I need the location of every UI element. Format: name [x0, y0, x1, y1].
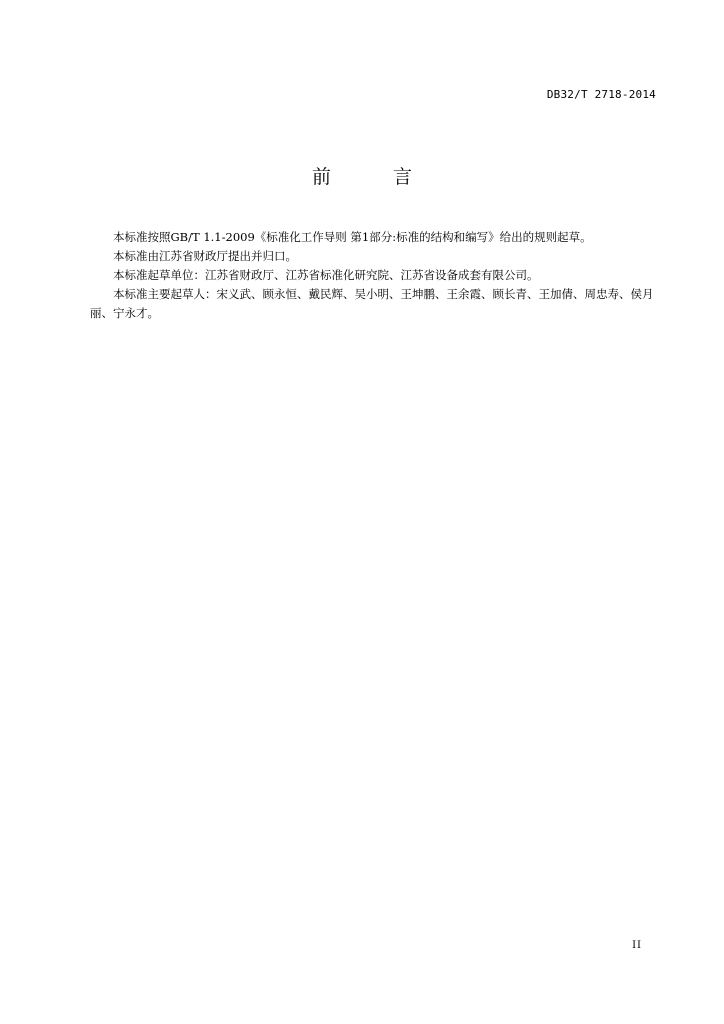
paragraph-drafting-rules: 本标准按照GB/T 1.1-2009《标准化工作导则 第1部分:标准的结构和编写》给出的规则起草。	[113, 230, 592, 244]
foreword-body	[90, 228, 658, 323]
paragraph-proposer: 本标准由江苏省财政厅提出并归口。	[113, 249, 297, 263]
page-title: 前 言	[311, 166, 441, 188]
paragraph-drafters: 本标准主要起草人：宋义武、顾永恒、戴民辉、吴小明、王坤鹏、王余霞、顾长青、王加倩、周忠寿、侯月丽、宁永才。	[90, 287, 654, 320]
page-number: II	[632, 940, 642, 951]
paragraph-drafting-units: 本标准起草单位：江苏省财政厅、江苏省标准化研究院、江苏省设备成套有限公司。	[113, 268, 539, 282]
standard-code: DB32/T 2718-2014	[546, 88, 656, 101]
